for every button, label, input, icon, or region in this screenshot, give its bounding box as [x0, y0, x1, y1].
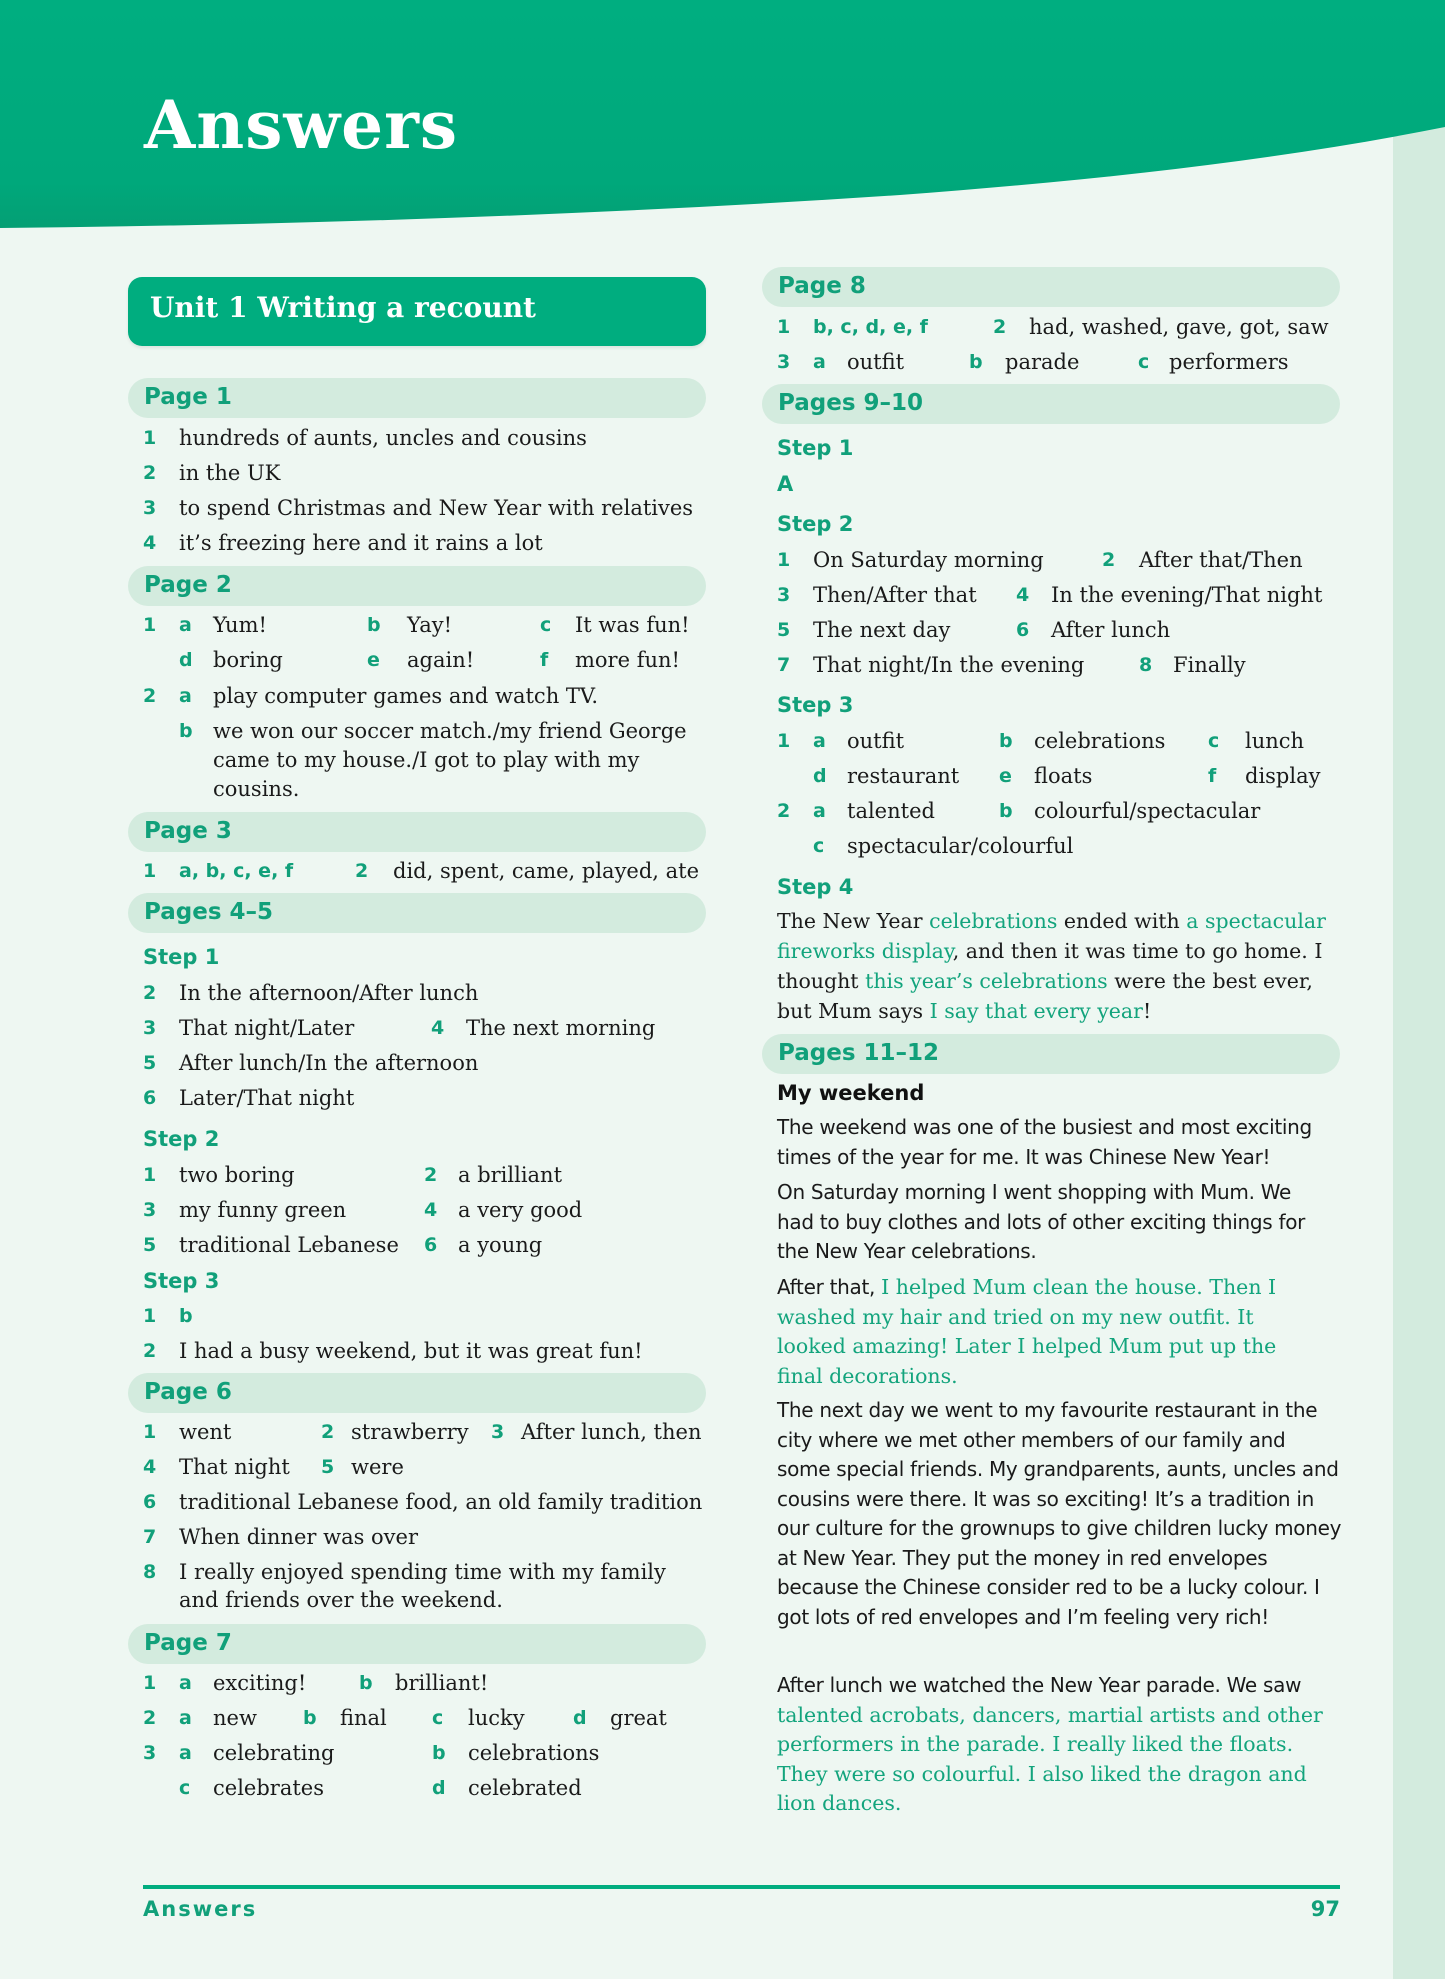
essay-title: My weekend	[777, 1081, 925, 1105]
section-heading-label: Page 7	[144, 1630, 232, 1656]
answer-item	[777, 313, 1337, 342]
item-letter: c	[1138, 351, 1150, 373]
item-text: my funny green	[179, 1198, 347, 1222]
item-text: again!	[407, 648, 475, 672]
section-heading-page-7	[128, 1624, 706, 1664]
highlighted-segment: talented acrobats, dancers, martial artists and other performers in the parade. I really liked the floats. They were so colourful. I also liked the dragon and lion dances.	[777, 1702, 1323, 1815]
item-text: floats	[1034, 764, 1093, 788]
item-text: lunch	[1245, 729, 1305, 753]
item-number: 2	[143, 1707, 157, 1729]
item-text: Yum!	[213, 613, 267, 637]
item-number: 1	[143, 1305, 157, 1327]
item-text: cousins.	[213, 777, 300, 801]
item-text: After lunch	[1051, 618, 1171, 642]
item-text: a brilliant	[458, 1163, 563, 1187]
answer-item	[777, 348, 1337, 377]
item-text: spectacular/colourful	[847, 834, 1074, 858]
item-number: 3	[491, 1421, 505, 1443]
item-text: parade	[1005, 350, 1080, 374]
item-number: 1	[143, 427, 157, 449]
item-letter: a	[179, 614, 192, 636]
item-text: Yay!	[407, 613, 453, 637]
item-number: 1	[777, 316, 791, 338]
step-label: Step 1	[777, 436, 854, 460]
item-number: 1	[143, 1164, 157, 1186]
item-number: 1	[143, 1421, 157, 1443]
item-number: 5	[777, 619, 791, 641]
item-letter: c	[179, 1777, 191, 1799]
item-letter: c	[813, 835, 825, 857]
item-number: 6	[1016, 619, 1030, 641]
essay-paragraph: On Saturday morning I went shopping with Mum. We had to buy clothes and lots of other exciting things for the New Year celebrations.	[777, 1180, 1306, 1263]
step-label: Step 2	[777, 512, 854, 536]
item-letters: a, b, c, e, f	[179, 860, 294, 882]
item-letter: b	[432, 1742, 446, 1764]
step-answer: A	[777, 472, 794, 496]
item-number: 2	[143, 982, 157, 1004]
item-number: 5	[143, 1234, 157, 1256]
item-text: celebrates	[213, 1776, 324, 1800]
item-letter: e	[367, 649, 380, 671]
item-text: great	[610, 1706, 667, 1730]
answer-item	[143, 1739, 703, 1768]
answer-item	[777, 797, 1337, 826]
answer-item	[143, 1014, 703, 1043]
section-heading-label: Page 3	[144, 818, 232, 844]
answer-item	[143, 1418, 713, 1447]
answer-item	[143, 1669, 703, 1698]
item-number: 3	[143, 497, 157, 519]
answer-item	[777, 762, 1337, 791]
answer-item	[777, 727, 1337, 756]
answer-item	[777, 581, 1337, 610]
item-text: did, spent, came, played, ate	[393, 859, 700, 883]
item-text: After lunch/In the afternoon	[179, 1051, 479, 1075]
answer-item	[777, 616, 1337, 645]
section-heading-page-2	[128, 566, 706, 606]
text-segment: !	[1142, 999, 1152, 1023]
item-number: 3	[143, 1199, 157, 1221]
item-text: a very good	[458, 1198, 583, 1222]
item-text: celebrated	[468, 1776, 582, 1800]
item-text: I really enjoyed spending time with my family	[179, 1560, 666, 1584]
item-number: 3	[143, 1742, 157, 1764]
item-text: had, washed, gave, got, saw	[1029, 315, 1329, 339]
item-number: 2	[777, 800, 791, 822]
answer-item	[143, 857, 703, 886]
item-text: boring	[213, 648, 283, 672]
item-number: 4	[424, 1199, 438, 1221]
section-heading-label: Page 1	[144, 384, 232, 410]
item-number: 3	[143, 1017, 157, 1039]
item-letter: b	[367, 614, 381, 636]
item-text: hundreds of aunts, uncles and cousins	[179, 426, 587, 450]
item-letter: e	[999, 765, 1012, 787]
step-label: Step 1	[143, 945, 220, 969]
item-number: 4	[143, 1456, 157, 1478]
highlighted-segment: I say that every year	[929, 999, 1143, 1023]
item-letter: b	[999, 730, 1013, 752]
essay-paragraph: The next day we went to my favourite restaurant in the city where we met other members of our family and some special friends. My grandparents, aunts, uncles and cousins were there. It was so exciting! It’s a tradition in our culture for the grownups to give children lucky money at New Year. They put the money in red envelopes because the Chinese consider red to be a lucky colour. I got lots of red envelopes and I’m feeling very rich!	[777, 1398, 1342, 1629]
item-text: and friends over the weekend.	[179, 1588, 503, 1612]
item-letter: a	[179, 1742, 192, 1764]
answer-item	[777, 546, 1337, 575]
highlighted-segment: I helped Mum clean the house. Then I washed my hair and tried on my new outfit. It looked amazing! Later I helped Mum put up the final decorations.	[777, 1275, 1277, 1388]
item-text: It was fun!	[575, 613, 690, 637]
item-number: 4	[143, 532, 157, 554]
section-heading-pages-9-10	[762, 384, 1340, 424]
item-text: went	[179, 1420, 232, 1444]
item-text: Later/That night	[179, 1086, 355, 1110]
unit-title: Unit 1 Writing a recount	[150, 291, 536, 324]
item-letter: c	[1208, 730, 1220, 752]
step-label: Step 3	[143, 1269, 220, 1293]
item-text: play computer games and watch TV.	[213, 684, 599, 708]
item-text: After that/Then	[1139, 548, 1303, 572]
item-text: were	[351, 1455, 404, 1479]
item-number: 2	[143, 462, 157, 484]
item-letter: a	[813, 800, 826, 822]
section-heading-label: Pages 4–5	[144, 899, 274, 925]
step-4-paragraph	[777, 906, 1345, 1026]
answer-item	[143, 1774, 703, 1803]
answer-item	[777, 651, 1337, 680]
item-letter: f	[540, 649, 549, 671]
item-number: 2	[143, 1340, 157, 1362]
item-text: final	[340, 1706, 387, 1730]
item-letter: d	[573, 1707, 587, 1729]
item-number: 3	[777, 584, 791, 606]
highlighted-segment: this year’s celebrations	[865, 969, 1108, 993]
item-text: outfit	[847, 729, 905, 753]
answer-item	[143, 717, 703, 807]
step-label: Step 3	[777, 693, 854, 717]
section-heading-label: Pages 11–12	[778, 1040, 940, 1066]
item-text: That night	[179, 1455, 290, 1479]
item-text: brilliant!	[395, 1671, 489, 1695]
item-text: That night/Later	[179, 1016, 355, 1040]
item-number: 3	[777, 351, 791, 373]
answer-item	[143, 646, 703, 675]
item-letter: b	[999, 800, 1013, 822]
item-text: In the evening/That night	[1051, 583, 1323, 607]
item-number: 8	[143, 1561, 157, 1583]
answer-item	[777, 832, 1337, 861]
unit-banner	[128, 277, 706, 346]
section-heading-pages-4-5	[128, 893, 706, 933]
item-text: That night/In the evening	[813, 653, 1085, 677]
footer-label: Answers	[143, 1897, 258, 1921]
item-text: more fun!	[575, 648, 680, 672]
text-segment: ended with	[1057, 909, 1187, 933]
section-heading-pages-11-12	[762, 1034, 1340, 1074]
item-letter: c	[432, 1707, 444, 1729]
highlighted-segment: a spectacular fireworks display	[777, 909, 1326, 963]
page-number: 97	[1310, 1897, 1340, 1921]
item-letter: a	[179, 685, 192, 707]
item-letters: b, c, d, e, f	[813, 316, 928, 338]
essay-paragraph	[777, 1671, 1345, 1819]
item-number: 5	[143, 1052, 157, 1074]
answer-item	[143, 1231, 703, 1260]
item-number: 7	[777, 654, 791, 676]
item-text: to spend Christmas and New Year with relatives	[179, 496, 694, 520]
item-text: display	[1245, 764, 1321, 788]
text-segment: were the best ever, but Mum says	[777, 969, 1313, 1023]
section-heading-label: Pages 9–10	[778, 390, 924, 416]
item-text: it’s freezing here and it rains a lot	[179, 531, 543, 555]
item-number: 6	[143, 1087, 157, 1109]
section-heading-label: Page 6	[144, 1379, 232, 1405]
item-number: 1	[143, 614, 157, 636]
item-letter: b	[303, 1707, 317, 1729]
item-text: After lunch, then	[521, 1420, 702, 1444]
item-number: 2	[143, 685, 157, 707]
item-number: 2	[1102, 549, 1116, 571]
item-text: traditional Lebanese food, an old family tradition	[179, 1490, 703, 1514]
item-letter: f	[1208, 765, 1217, 787]
item-text: celebrations	[1034, 729, 1166, 753]
item-text: On Saturday morning	[813, 548, 1044, 572]
answer-item	[143, 1704, 703, 1733]
section-heading-page-6	[128, 1373, 706, 1413]
answer-item	[143, 1453, 703, 1482]
item-text: celebrating	[213, 1741, 335, 1765]
item-text: came to my house./I got to play with my	[213, 748, 640, 772]
item-number: 1	[777, 549, 791, 571]
item-number: 7	[143, 1526, 157, 1548]
item-text: performers	[1169, 350, 1289, 374]
page-title: Answers	[144, 86, 459, 164]
item-text: a young	[458, 1233, 543, 1257]
text-segment: The New Year	[777, 909, 930, 933]
item-text: In the afternoon/After lunch	[179, 981, 479, 1005]
text-segment: After that,	[777, 1275, 882, 1299]
answer-item	[143, 1558, 703, 1616]
item-text: Finally	[1173, 653, 1246, 677]
item-text: I had a busy weekend, but it was great fun!	[179, 1339, 643, 1363]
footer-divider	[143, 1885, 1340, 1889]
item-letter: b	[179, 720, 193, 742]
right-margin-strip	[1393, 0, 1445, 1979]
section-heading-page-1	[128, 378, 706, 418]
item-letter: b	[359, 1672, 373, 1694]
item-text: exciting!	[213, 1671, 307, 1695]
item-letter: b	[179, 1305, 193, 1327]
item-text: The next morning	[466, 1016, 656, 1040]
section-heading-label: Page 8	[778, 273, 866, 299]
item-letter: a	[813, 730, 826, 752]
item-letter: a	[179, 1707, 192, 1729]
item-number: 1	[777, 730, 791, 752]
answer-item	[143, 611, 703, 640]
item-number: 2	[355, 860, 369, 882]
step-label: Step 4	[777, 875, 854, 899]
item-number: 1	[143, 1672, 157, 1694]
text-segment: , and then it was time to go home. I thought	[777, 939, 1323, 993]
item-letter: b	[969, 351, 983, 373]
item-number: 6	[143, 1491, 157, 1513]
item-text: outfit	[847, 350, 905, 374]
essay-paragraph: The weekend was one of the busiest and most exciting times of the year for me. It was Chinese New Year!	[777, 1115, 1312, 1169]
item-letter: d	[179, 649, 193, 671]
item-text: traditional Lebanese	[179, 1233, 399, 1257]
item-number: 2	[993, 316, 1007, 338]
item-letter: d	[813, 765, 827, 787]
item-number: 5	[321, 1456, 335, 1478]
item-letter: a	[813, 351, 826, 373]
step-label: Step 2	[143, 1127, 220, 1151]
item-text: restaurant	[847, 764, 960, 788]
item-text: colourful/spectacular	[1034, 799, 1261, 823]
item-number: 8	[1139, 654, 1153, 676]
item-letter: d	[432, 1777, 446, 1799]
item-number: 1	[143, 860, 157, 882]
item-letter: c	[540, 614, 552, 636]
item-text: celebrations	[468, 1741, 600, 1765]
highlighted-segment: celebrations	[929, 909, 1058, 933]
text-segment: After lunch we watched the New Year parade. We saw	[777, 1673, 1302, 1697]
item-text: Then/After that	[813, 583, 977, 607]
item-text: we won our soccer match./my friend George	[213, 719, 687, 743]
item-text: new	[213, 1706, 257, 1730]
section-heading-page-8	[762, 267, 1340, 307]
item-number: 4	[431, 1017, 445, 1039]
item-number: 2	[424, 1164, 438, 1186]
item-letter: a	[179, 1672, 192, 1694]
answer-item	[143, 682, 703, 711]
section-heading-page-3	[128, 812, 706, 852]
item-text: two boring	[179, 1163, 295, 1187]
item-text: in the UK	[179, 461, 281, 485]
answer-item	[143, 1161, 703, 1190]
essay-paragraph	[777, 1273, 1317, 1391]
item-text: lucky	[468, 1706, 525, 1730]
section-heading-label: Page 2	[144, 572, 232, 598]
item-number: 2	[321, 1421, 335, 1443]
answer-item	[143, 1196, 703, 1225]
item-text: When dinner was over	[179, 1525, 419, 1549]
item-number: 4	[1016, 584, 1030, 606]
item-number: 6	[424, 1234, 438, 1256]
item-text: talented	[847, 799, 935, 823]
item-text: strawberry	[351, 1420, 469, 1444]
item-text: The next day	[813, 618, 951, 642]
